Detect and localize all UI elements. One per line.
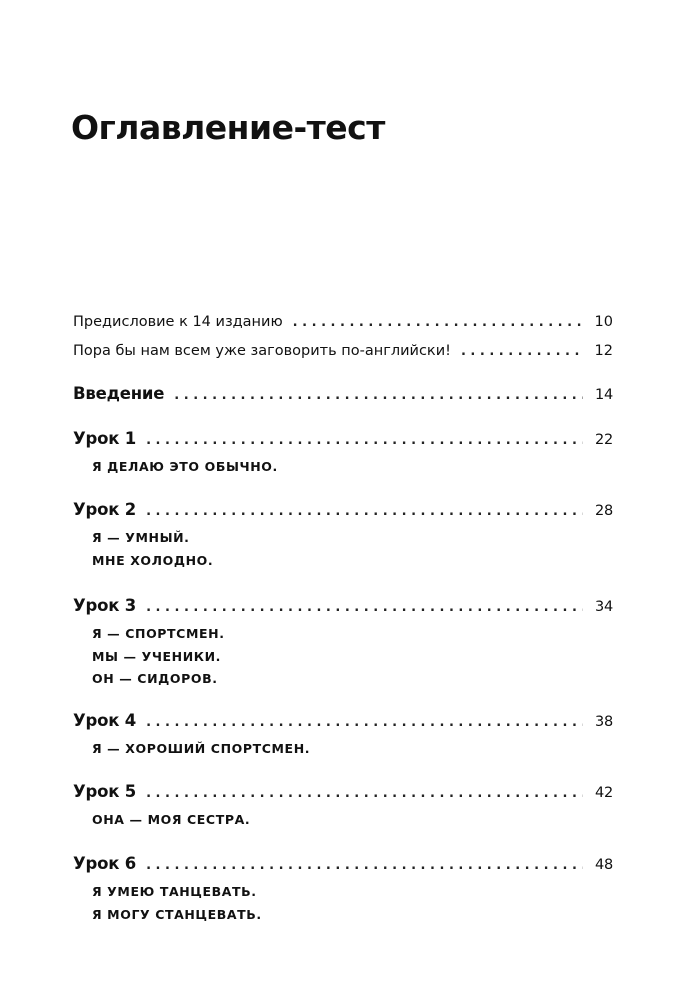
lesson-3-topic: МЫ — УЧЕНИКИ. <box>92 649 222 664</box>
toc-entry-lesson-6[interactable] <box>73 853 613 877</box>
toc-entry-page: 28 <box>594 503 613 519</box>
dot-leader <box>146 501 583 523</box>
dot-leader <box>461 341 583 363</box>
toc-entry-lesson-5[interactable] <box>73 781 613 805</box>
dot-leader <box>146 712 583 734</box>
toc-entry-lesson-2[interactable] <box>73 499 613 523</box>
toc-entry-label: Урок 2 <box>73 500 137 519</box>
lesson-6-topic: Я УМЕЮ ТАНЦЕВАТЬ. <box>92 884 257 899</box>
toc-entry-label: Предисловие к 14 изданию <box>73 314 283 330</box>
toc-entry-page: 42 <box>594 785 613 801</box>
dot-leader <box>146 597 583 619</box>
toc-entry-page: 12 <box>594 343 613 359</box>
toc-entry-foreword[interactable] <box>73 340 613 363</box>
toc-entry-label: Урок 6 <box>73 854 137 873</box>
page-title: Оглавление-тест <box>71 108 385 147</box>
toc-entry-lesson-4[interactable] <box>73 710 613 734</box>
dot-leader <box>293 312 583 334</box>
toc-entry-page: 38 <box>594 714 613 730</box>
lesson-3-topic: Я — СПОРТСМЕН. <box>92 626 225 641</box>
toc-entry-preface[interactable] <box>73 311 613 334</box>
toc-entry-label: Пора бы нам всем уже заговорить по-английски! <box>73 343 451 359</box>
lesson-3-topic: ОН — СИДОРОВ. <box>92 671 218 686</box>
dot-leader <box>146 430 583 452</box>
lesson-2-topic: МНЕ ХОЛОДНО. <box>92 553 214 568</box>
toc-entry-label: Урок 4 <box>73 711 137 730</box>
toc-entry-lesson-1[interactable] <box>73 428 613 452</box>
toc-entry-page: 14 <box>594 387 613 403</box>
toc-entry-label: Введение <box>73 384 165 403</box>
toc-entry-page: 22 <box>594 432 613 448</box>
lesson-1-topic: Я ДЕЛАЮ ЭТО ОБЫЧНО. <box>92 459 278 474</box>
lesson-6-topic: Я МОГУ СТАНЦЕВАТЬ. <box>92 907 262 922</box>
dot-leader <box>146 855 583 877</box>
dot-leader <box>174 385 583 407</box>
toc-entry-label: Урок 5 <box>73 782 137 801</box>
lesson-4-topic: Я — ХОРОШИЙ СПОРТСМЕН. <box>92 741 311 756</box>
toc-entry-label: Урок 3 <box>73 596 137 615</box>
toc-entry-label: Урок 1 <box>73 429 137 448</box>
toc-entry-lesson-3[interactable] <box>73 595 613 619</box>
lesson-5-topic: ОНА — МОЯ СЕСТРА. <box>92 812 251 827</box>
lesson-2-topic: Я — УМНЫЙ. <box>92 530 190 545</box>
toc-entry-page: 10 <box>594 314 613 330</box>
toc-entry-page: 34 <box>594 599 613 615</box>
dot-leader <box>146 783 583 805</box>
toc-entry-page: 48 <box>594 857 613 873</box>
toc-entry-introduction[interactable] <box>73 383 613 407</box>
